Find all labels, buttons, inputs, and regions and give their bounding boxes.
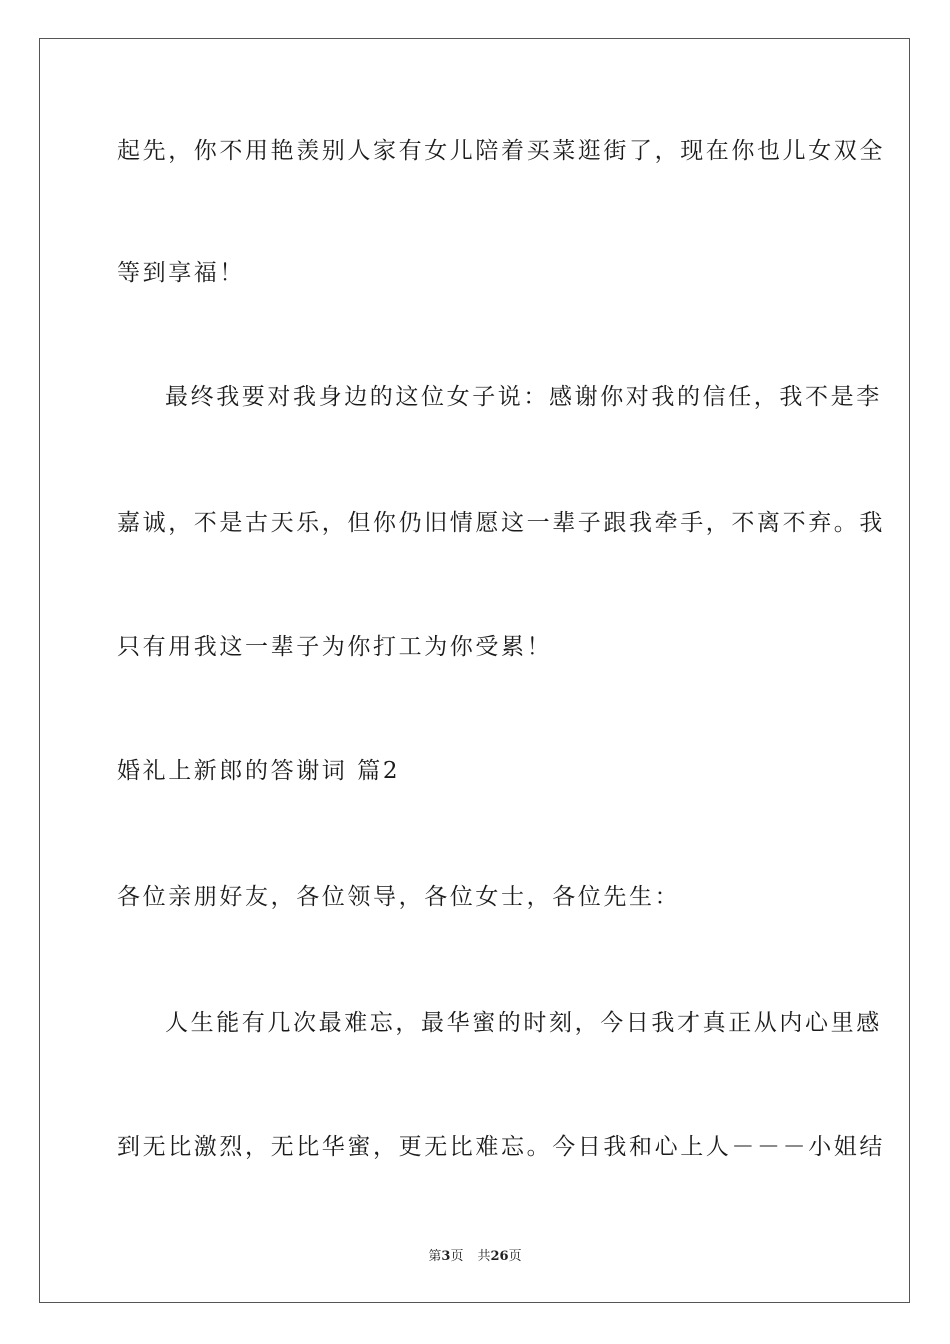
- section-heading: 婚礼上新郎的答谢词 篇2: [117, 758, 401, 784]
- body-line-4: 嘉诚，不是古天乐，但你仍旧情愿这一辈子跟我牵手，不离不弃。我: [117, 510, 885, 536]
- body-line-5: 只有用我这一辈子为你打工为你受累！: [117, 634, 553, 660]
- total-prefix: 共: [477, 1249, 491, 1264]
- page-prefix: 第: [428, 1249, 442, 1264]
- page-footer: [0, 1248, 950, 1266]
- total-pages: 26: [490, 1249, 509, 1264]
- body-line-6: 人生能有几次最难忘，最华蜜的时刻，今日我才真正从内心里感: [165, 1010, 882, 1036]
- page-number: 3: [441, 1249, 451, 1264]
- salutation-line: 各位亲朋好友，各位领导，各位女士，各位先生：: [117, 884, 681, 910]
- page-suffix: 页: [450, 1249, 464, 1264]
- total-suffix: 页: [508, 1249, 522, 1264]
- body-line-7: 到无比激烈，无比华蜜，更无比难忘。今日我和心上人－－－小姐结: [117, 1134, 885, 1160]
- page-border: [39, 38, 910, 1303]
- body-line-2: 等到享福！: [117, 260, 245, 286]
- body-line-1: 起先，你不用艳羡别人家有女儿陪着买菜逛街了，现在你也儿女双全: [117, 138, 885, 164]
- body-line-3: 最终我要对我身边的这位女子说：感谢你对我的信任，我不是李: [165, 384, 882, 410]
